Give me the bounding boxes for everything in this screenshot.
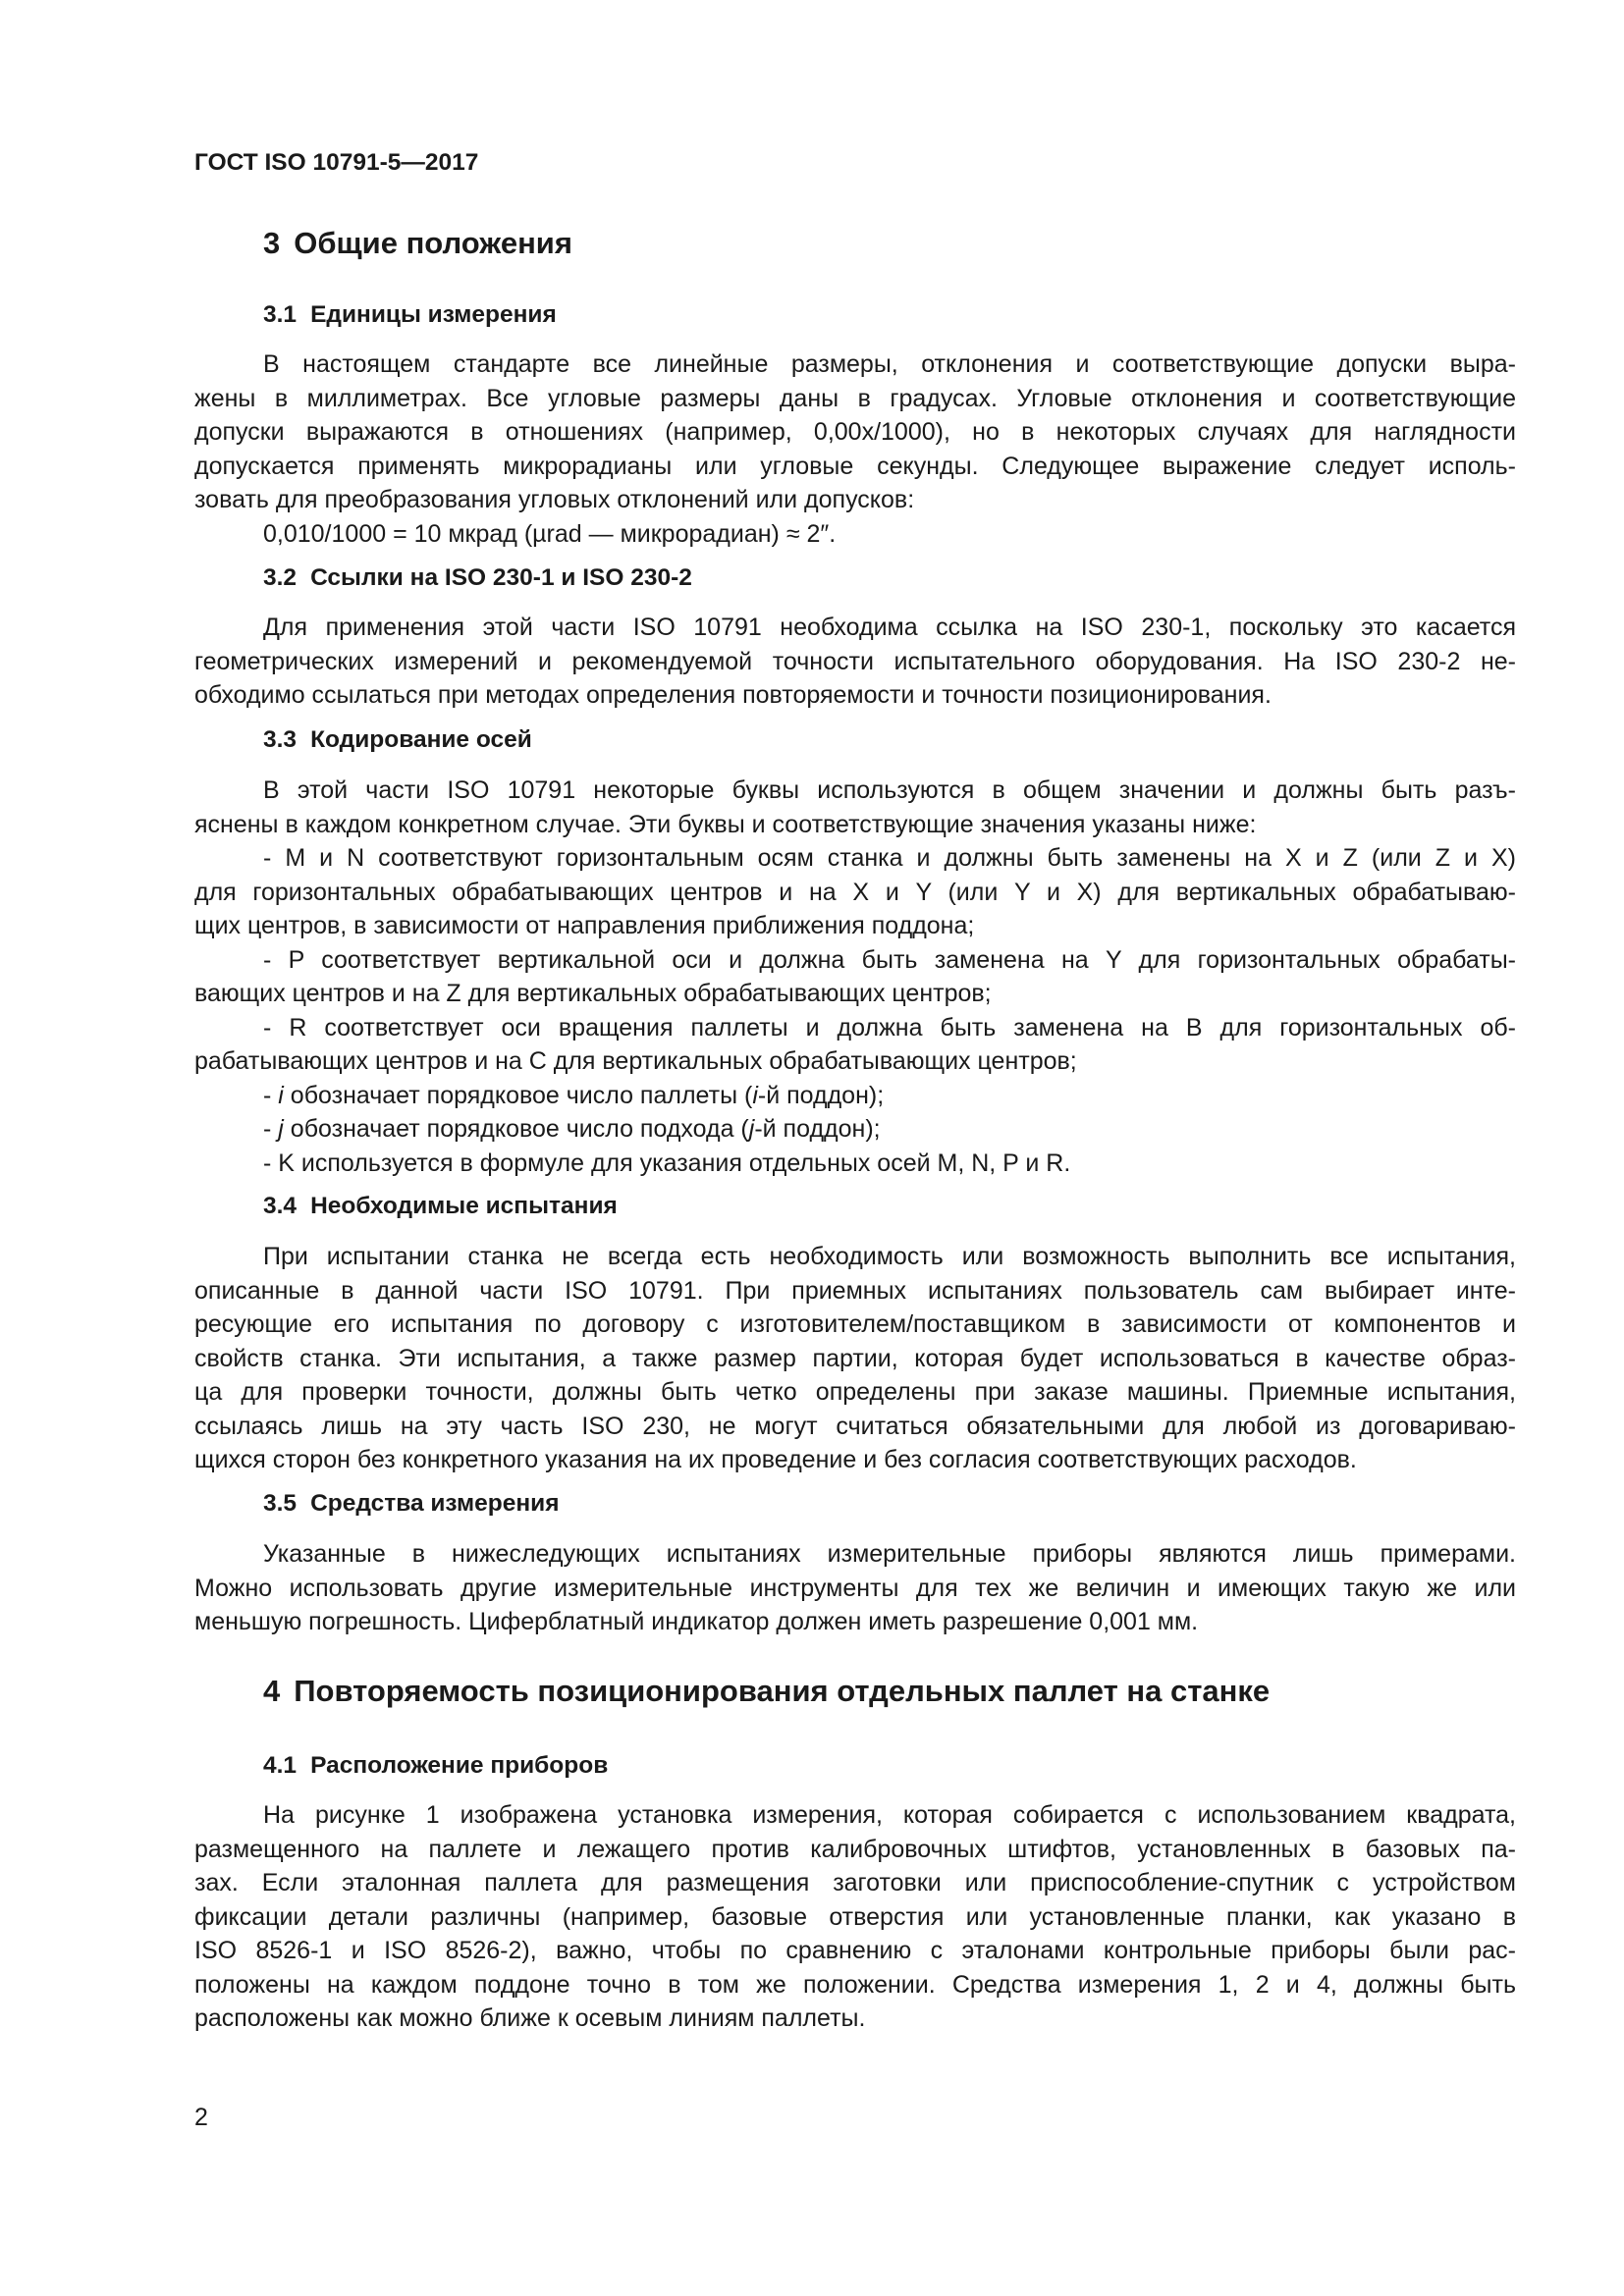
text-line: положены на каждом поддоне точно в том же положении. Средства измерения 1, 2 и 4, должны быть: [194, 1970, 1516, 1999]
text-line: При испытании станка не всегда есть необходимость или возможность выполнить все испытания,: [263, 1243, 1516, 1270]
text-line: ссылаясь лишь на эту часть ISO 230, не могут считаться обязательными для любой из договариваю-: [194, 1412, 1516, 1440]
formula-line: 0,010/1000 = 10 мкрад (µrad — микрорадиан) ≈ 2″.: [263, 519, 837, 548]
subsection-title: Кодирование осей: [310, 726, 532, 753]
text-line: ца для проверки точности, должны быть четко определены при заказе машины. Приемные испытания,: [194, 1378, 1516, 1406]
list-item-line: - R соответствует оси вращения паллеты и должна быть заменена на B для горизонтальных об-: [263, 1013, 1516, 1041]
text-line: жены в миллиметрах. Все угловые размеры даны в градусах. Угловые отклонения и соответствующие: [194, 384, 1516, 412]
list-item-line: - P соответствует вертикальной оси и должна быть заменена на Y для горизонтальных обрабаты-: [263, 945, 1516, 974]
text-line: допуски выражаются в отношениях (например, 0,00x/1000), но в некоторых случаях для наглядности: [194, 418, 1516, 446]
list-item-line: - M и N соответствуют горизонтальным осям станка и должны быть заменены на X и Z (или Z и X): [263, 844, 1516, 872]
text-line: зовать для преобразования угловых отклонений или допусков:: [194, 486, 915, 513]
text-line: фиксации детали различны (например, базовые отверстия или установленные планки, как указано в: [194, 1902, 1516, 1931]
text-line: ресующие его испытания по договору с изготовителем/поставщиком в зависимости от компонентов и: [194, 1310, 1516, 1338]
subsection-3-3-heading: [263, 726, 532, 754]
text-line: Можно использовать другие измерительные инструменты для тех же величин и имеющих такую же или: [194, 1574, 1516, 1602]
text-line: для горизонтальных обрабатывающих центров и на X и Y (или Y и X) для вертикальных обрабатываю-: [194, 878, 1516, 906]
text-line: В этой части ISO 10791 некоторые буквы используются в общем значении и должны быть разъ-: [263, 776, 1516, 804]
text-line: обходимо ссылаться при методах определения повторяемости и точности позиционирования.: [194, 681, 1272, 709]
subsection-title: Расположение приборов: [310, 1752, 609, 1779]
text-line: меньшую погрешность. Циферблатный индикатор должен иметь разрешение 0,001 мм.: [194, 1608, 1199, 1635]
subsection-number: 4.1: [263, 1752, 298, 1779]
paragraph-4-1: [194, 1798, 1516, 2036]
text-line: описанные в данной части ISO 10791. При приемных испытаниях пользователь сам выбирает инте-: [194, 1276, 1516, 1305]
text-line: размещенного на паллете и лежащего против калибровочных штифтов, установленных в базовых па-: [194, 1835, 1516, 1863]
subsection-3-1-heading: [263, 301, 557, 329]
list-item-i: - i обозначает порядковое число паллеты (i-й поддон);: [263, 1081, 885, 1109]
subsection-3-4-heading: [263, 1193, 618, 1220]
subsection-4-1-heading: [263, 1752, 608, 1780]
section-title: Повторяемость позиционирования отдельных паллет на станке: [294, 1674, 1271, 1708]
paragraph-3-4: [194, 1240, 1516, 1477]
subsection-number: 3.1: [263, 301, 298, 328]
paragraph-3-2: [194, 611, 1516, 713]
subsection-title: Средства измерения: [310, 1490, 560, 1517]
text-line: зах. Если эталонная паллета для размещения заготовки или приспособление-спутник с устройством: [194, 1869, 1516, 1896]
page-number: 2: [194, 2104, 208, 2131]
subsection-title: Ссылки на ISO 230-1 и ISO 230-2: [310, 564, 692, 591]
subsection-title: Необходимые испытания: [310, 1193, 618, 1219]
text-line: щихся сторон без конкретного указания на их проведение и без согласия соответствующих расходов.: [194, 1446, 1357, 1473]
text-line: В настоящем стандарте все линейные размеры, отклонения и соответствующие допуски выра-: [263, 350, 1516, 378]
text-line: вающих центров и на Z для вертикальных обрабатывающих центров;: [194, 980, 992, 1007]
subsection-title: Единицы измерения: [310, 301, 557, 328]
text-line: рабатывающих центров и на C для вертикальных обрабатывающих центров;: [194, 1047, 1077, 1075]
section-number: 4: [263, 1674, 281, 1708]
text-line: расположены как можно ближе к осевым линиям паллеты.: [194, 2004, 866, 2032]
section-3-heading: [263, 226, 572, 261]
text-line: геометрических измерений и рекомендуемой точности испытательного оборудования. На ISO 230-2 не-: [194, 647, 1516, 675]
text-line: Для применения этой части ISO 10791 необходима ссылка на ISO 230-1, поскольку это касается: [263, 614, 1516, 641]
subsection-3-5-heading: [263, 1490, 560, 1518]
text-line: яснены в каждом конкретном случае. Эти буквы и соответствующие значения указаны ниже:: [194, 810, 1257, 838]
paragraph-3-5: [194, 1537, 1516, 1639]
subsection-number: 3.3: [263, 726, 298, 753]
subsection-number: 3.4: [263, 1193, 298, 1219]
text-line: щих центров, в зависимости от направления приближения поддона;: [194, 912, 975, 939]
text-line: ISO 8526-1 и ISO 8526-2), важно, чтобы по сравнению с эталонами контрольные приборы были рас-: [194, 1937, 1516, 1964]
text-line: На рисунке 1 изображена установка измерения, которая собирается с использованием квадрата,: [263, 1801, 1516, 1829]
list-item-j: - j обозначает порядковое число подхода (j-й поддон);: [263, 1115, 881, 1143]
text-line: свойств станка. Эти испытания, а также размер партии, которая будет использоваться в качестве образ-: [194, 1344, 1516, 1372]
text-line: Указанные в нижеследующих испытаниях измерительные приборы являются лишь примерами.: [263, 1540, 1516, 1568]
subsection-3-2-heading: [263, 564, 692, 592]
document-code: ГОСТ ISO 10791-5—2017: [194, 149, 479, 176]
paragraph-3-1: [194, 347, 1516, 551]
section-4-heading: [263, 1674, 1270, 1709]
paragraph-3-3: [194, 774, 1516, 1180]
subsection-number: 3.5: [263, 1490, 298, 1517]
text-line: допускается применять микрорадианы или угловые секунды. Следующее выражение следует исполь-: [194, 452, 1516, 480]
subsection-number: 3.2: [263, 564, 298, 591]
section-title: Общие положения: [294, 226, 572, 260]
list-item-k: - K используется в формуле для указания отдельных осей M, N, P и R.: [263, 1148, 1071, 1177]
section-number: 3: [263, 226, 281, 260]
